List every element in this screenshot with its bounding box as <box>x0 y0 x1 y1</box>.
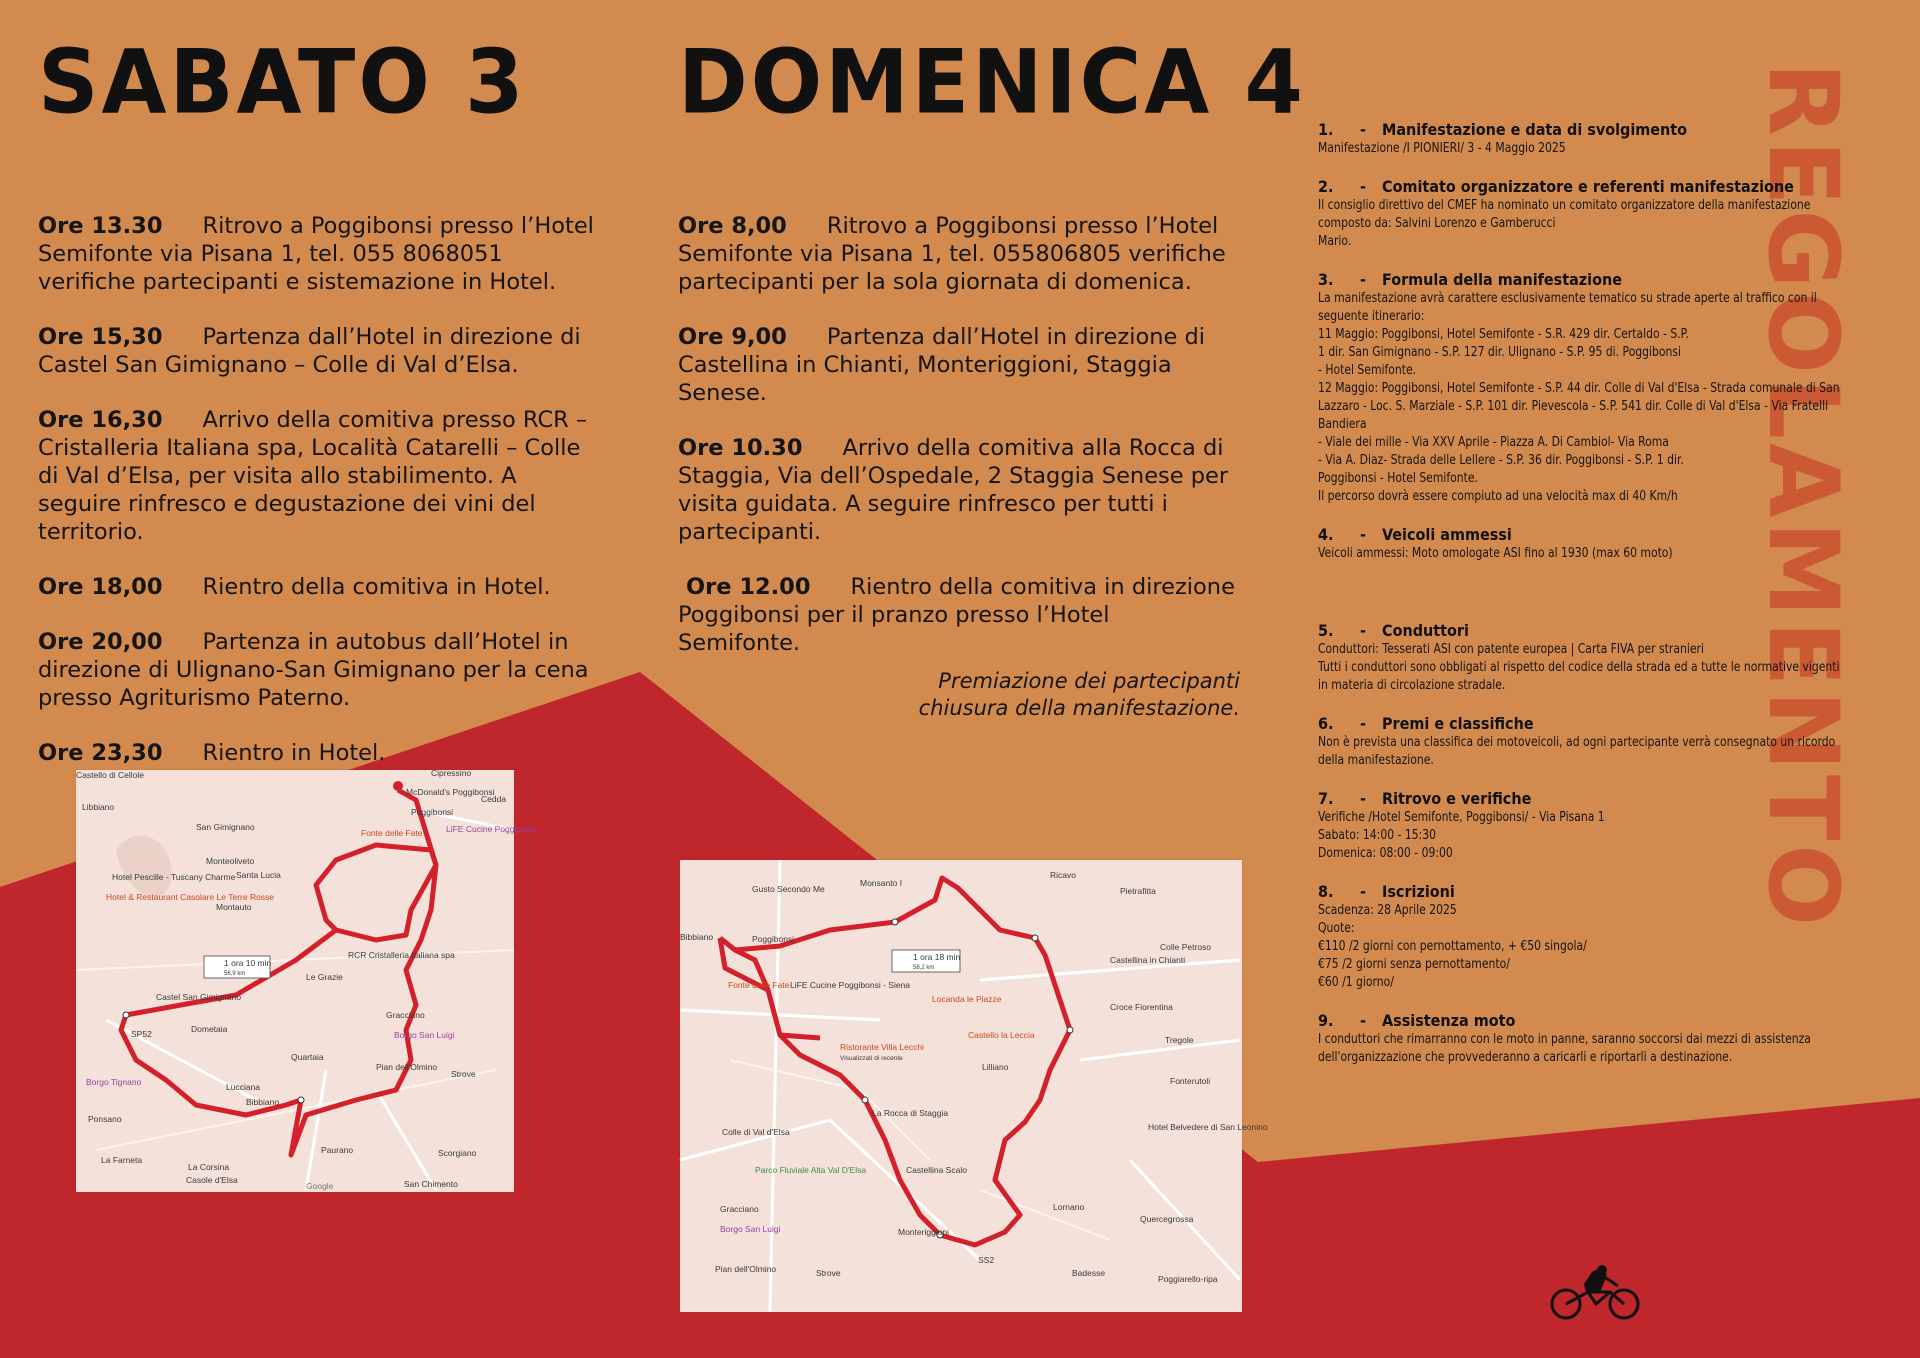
map-label: Paurano <box>321 1145 354 1155</box>
rule-line: Tutti i conduttori sono obbligati al rispetto del codice della strada ed a tutte le normative vigenti <box>1318 660 1840 675</box>
map-label: Parco Fluviale Alta Val D'Elsa <box>755 1165 867 1175</box>
rule-number: 8. <box>1318 882 1334 901</box>
map-label: Quercegrossa <box>1140 1214 1194 1224</box>
map-label: Hotel & Restaurant Casolare Le Terre Rosse <box>106 892 275 902</box>
saturday-event <box>38 323 598 379</box>
sunday-title: DOMENICA 4 <box>678 30 1307 134</box>
rule-line: €75 /2 giorni senza pernottamento/ <box>1318 957 1510 972</box>
rule-line: della manifestazione. <box>1318 753 1434 768</box>
map-label: Castellina in Chianti <box>1110 955 1186 965</box>
map-label: RCR Cristalleria Italiana spa <box>348 950 455 960</box>
event-text: Arrivo della comitiva presso RCR – Cristalleria Italiana spa, Località Catarelli – Colle di Val d’Elsa, per visita allo stabilimento. A seguire rinfresco e degustazione dei vini del territorio. <box>38 407 588 545</box>
saturday-map-canvas <box>76 768 537 1192</box>
rule-number: 1. <box>1318 120 1334 139</box>
map-label: Le Grazie <box>306 972 343 982</box>
map-label: La Corsina <box>188 1162 230 1172</box>
map-label: Castel San Gimignano <box>156 992 242 1002</box>
rule-item <box>1318 120 1878 158</box>
map-label: Pian dell'Olmino <box>715 1264 777 1274</box>
event-time: Ore 12.00 <box>686 574 811 600</box>
event-text: Partenza in autobus dall’Hotel in direzione di Ulignano-San Gimignano per la cena presso Agriturismo Paterno. <box>38 629 589 711</box>
rule-title: Conduttori <box>1382 621 1469 640</box>
sunday-event <box>678 323 1238 407</box>
map-label: Fonte delle Fate <box>361 828 423 838</box>
event-text: Rientro in Hotel. <box>202 740 386 766</box>
event-text: Ritrovo a Poggibonsi presso l’Hotel Semifonte via Pisana 1, tel. 055 8068051 verifiche partecipanti e sistemazione in Hotel. <box>38 213 594 295</box>
rule-item <box>1318 525 1878 563</box>
map-label: Pian dell'Olmino <box>376 1062 438 1072</box>
closing-line: chiusura della manifestazione. <box>918 696 1240 720</box>
map-label: Santa Lucia <box>236 870 281 880</box>
map-label: Casole d'Elsa <box>186 1175 238 1185</box>
saturday-event <box>38 628 598 712</box>
map-label: Visualizzati di recente <box>840 1055 903 1062</box>
map-label: Ricavo <box>1050 870 1076 880</box>
rule-title: Ritrovo e verifiche <box>1382 789 1532 808</box>
map-label: Monteriggioni <box>898 1227 950 1237</box>
rule-line: Non è prevista una classifica dei motoveicoli, ad ogni partecipante verrà consegnato un ricordo <box>1318 735 1836 750</box>
map-label: Castellina Scalo <box>906 1165 967 1175</box>
rule-title: Veicoli ammessi <box>1382 525 1512 544</box>
rule-item <box>1318 789 1878 863</box>
rule-item <box>1318 621 1878 695</box>
rule-item <box>1318 882 1878 992</box>
map-label: Gusto Secondo Me <box>752 884 825 894</box>
event-text: Ritrovo a Poggibonsi presso l’Hotel Semifonte via Pisana 1, tel. 055806805 verifiche partecipanti per la sola giornata di domenica. <box>678 213 1226 295</box>
map-label: La Farneta <box>101 1155 143 1165</box>
map-label: Ponsano <box>88 1114 122 1124</box>
sunday-map-canvas <box>680 860 1268 1312</box>
sunday-event <box>678 212 1238 296</box>
saturday-event <box>38 406 598 546</box>
rule-line: Il consiglio direttivo del CMEF ha nominato un comitato organizzatore della manifestazione <box>1318 198 1811 213</box>
rule-line: - Hotel Semifonte. <box>1318 363 1417 378</box>
rule-title: Iscrizioni <box>1382 882 1455 901</box>
rule-number: 2. <box>1318 177 1334 196</box>
rule-line: Poggibonsi - Hotel Semifonte. <box>1318 471 1478 486</box>
rule-line: I conduttori che rimarranno con le moto in panne, saranno soccorsi dai mezzi di assistenza <box>1318 1032 1811 1047</box>
map-label: Tregole <box>1165 1035 1194 1045</box>
rule-item <box>1318 1011 1878 1067</box>
map-label: Borgo San Luigi <box>720 1224 781 1234</box>
rule-line: Quote: <box>1318 921 1355 936</box>
rule-line: €110 /2 giorni con pernottamento, + €50 singola/ <box>1318 939 1587 954</box>
rule-dash: - <box>1360 714 1366 733</box>
map-label: Bibbiano <box>246 1097 280 1107</box>
map-label: SS2 <box>978 1255 995 1265</box>
saturday-event <box>38 212 598 296</box>
sunday-route-map[interactable] <box>680 860 1268 1312</box>
saturday-title: SABATO 3 <box>38 30 527 134</box>
map-label: Scorgiano <box>438 1148 477 1158</box>
map-label: Locanda le Piazze <box>932 994 1002 1004</box>
rule-line: 12 Maggio: Poggibonsi, Hotel Semifonte - S.P. 44 dir. Colle di Val d'Elsa - Strada comunale di San <box>1318 381 1840 396</box>
rule-title: Comitato organizzatore e referenti manifestazione <box>1382 177 1794 196</box>
event-text: Rientro della comitiva in direzione Poggibonsi per il pranzo presso l’Hotel Semifonte. <box>678 574 1235 656</box>
rule-dash: - <box>1360 882 1366 901</box>
saturday-event <box>38 573 598 601</box>
event-time: Ore 8,00 <box>678 213 787 239</box>
map-label: Hotel Pescille - Tuscany Charme <box>112 872 236 882</box>
rule-line: - Viale dei mille - Via XXV Aprile - Piazza A. Di Cambiol- Via Roma <box>1318 435 1669 450</box>
rule-number: 6. <box>1318 714 1334 733</box>
event-time: Ore 18,00 <box>38 574 163 600</box>
rule-dash: - <box>1360 120 1366 139</box>
motorcycle-rider-icon <box>1548 1262 1644 1322</box>
rule-dash: - <box>1360 621 1366 640</box>
map-label: Montauto <box>216 902 252 912</box>
rule-line: Veicoli ammessi: Moto omologate ASI fino al 1930 (max 60 moto) <box>1318 546 1673 561</box>
closing-note <box>840 668 1240 722</box>
rule-dash: - <box>1360 525 1366 544</box>
rule-title: Manifestazione e data di svolgimento <box>1382 120 1688 139</box>
saturday-route-time: 1 ora 10 min <box>224 958 272 968</box>
map-label: Gracciano <box>720 1204 759 1214</box>
map-label: Google <box>306 1181 334 1191</box>
rule-line: Lazzaro - Loc. S. Marziale - S.P. 101 dir. Pievescola - S.P. 541 dir. Colle di Val d'Elsa - Via Fratelli <box>1318 399 1829 414</box>
map-label: Badesse <box>1072 1268 1106 1278</box>
rule-line: dell'organizzazione che provvederanno a caricarli e riportarli a destinazione. <box>1318 1050 1733 1065</box>
map-label: Poggibonsi <box>411 807 454 817</box>
rule-line: composto da: Salvini Lorenzo e Gamberucci <box>1318 216 1556 231</box>
map-label: Monteoliveto <box>206 856 255 866</box>
saturday-event <box>38 739 598 767</box>
map-label: Borgo San Luigi <box>394 1030 455 1040</box>
regulations-list <box>1318 120 1878 1086</box>
saturday-route-map[interactable] <box>76 768 537 1192</box>
rule-line: seguente itinerario: <box>1318 309 1425 324</box>
rule-line: Mario. <box>1318 234 1352 249</box>
map-label: Pietrafitta <box>1120 886 1156 896</box>
event-time: Ore 15,30 <box>38 324 163 350</box>
rule-line: La manifestazione avrà carattere esclusivamente tematico su strade aperte al traffico con il <box>1318 291 1817 306</box>
rule-dash: - <box>1360 270 1366 289</box>
rule-item <box>1318 270 1878 506</box>
rule-line: €60 /1 giorno/ <box>1318 975 1394 990</box>
event-time: Ore 9,00 <box>678 324 787 350</box>
map-label: Colle di Val d'Elsa <box>722 1127 790 1137</box>
event-text: Partenza dall’Hotel in direzione di Castellina in Chianti, Monteriggioni, Staggia Senese. <box>678 324 1206 406</box>
map-label: LiFE Cucine Poggibonsi - Siena <box>790 980 911 990</box>
map-label: Strove <box>816 1268 841 1278</box>
map-label: Colle Petroso <box>1160 942 1212 952</box>
saturday-schedule <box>38 212 598 794</box>
event-text: Arrivo della comitiva alla Rocca di Staggia, Via dell’Ospedale, 2 Staggia Senese per visita guidata. A seguire rinfresco per tutti i partecipanti. <box>678 435 1229 545</box>
map-label: Cedda <box>481 794 507 804</box>
rule-number: 4. <box>1318 525 1334 544</box>
rule-number: 5. <box>1318 621 1334 640</box>
event-text: Rientro della comitiva in Hotel. <box>202 574 551 600</box>
map-label: Castello di Cellole <box>76 770 145 780</box>
rule-number: 3. <box>1318 270 1334 289</box>
map-label: Strove <box>451 1069 476 1079</box>
map-label: Lornano <box>1053 1202 1085 1212</box>
map-label: San Chimento <box>404 1179 458 1189</box>
rule-dash: - <box>1360 177 1366 196</box>
map-label: Monsanto I <box>860 878 903 888</box>
rule-line: Il percorso dovrà essere compiuto ad una velocità max di 40 Km/h <box>1318 489 1678 504</box>
event-text: Partenza dall’Hotel in direzione di Castel San Gimignano – Colle di Val d’Elsa. <box>38 324 581 378</box>
map-label: Lilliano <box>982 1062 1009 1072</box>
map-label: La Rocca di Staggia <box>872 1108 949 1118</box>
rule-title: Premi e classifiche <box>1382 714 1534 733</box>
rule-number: 9. <box>1318 1011 1334 1030</box>
rule-title: Assistenza moto <box>1382 1011 1516 1030</box>
map-label: LiFE Cucine Poggibonsi <box>446 824 537 834</box>
rule-line: Bandiera <box>1318 417 1367 432</box>
rule-line: Sabato: 14:00 - 15:30 <box>1318 828 1437 843</box>
sunday-route-time: 1 ora 18 min <box>913 952 961 962</box>
map-label: Ristorante Villa Lecchi <box>840 1042 924 1052</box>
rule-line: Domenica: 08:00 - 09:00 <box>1318 846 1453 861</box>
map-label: Poggiarello-ripa <box>1158 1274 1218 1284</box>
event-time: Ore 23,30 <box>38 740 163 766</box>
rule-dash: - <box>1360 1011 1366 1030</box>
map-label: Cipressino <box>431 768 472 778</box>
map-label: Hotel Belvedere di San Leonino <box>1148 1122 1268 1132</box>
event-time: Ore 16,30 <box>38 407 163 433</box>
map-label: Lucciana <box>226 1082 261 1092</box>
rule-line: 11 Maggio: Poggibonsi, Hotel Semifonte - S.R. 429 dir. Certaldo - S.P. <box>1318 327 1689 342</box>
map-label: SP52 <box>131 1029 152 1039</box>
map-label: Dometaia <box>191 1024 228 1034</box>
rule-number: 7. <box>1318 789 1334 808</box>
map-label: Castello la Leccia <box>968 1030 1035 1040</box>
map-label: Gracciano <box>386 1010 425 1020</box>
map-label: Croce Fiorentina <box>1110 1002 1173 1012</box>
rule-item <box>1318 177 1878 251</box>
regolamento-title: REGOLAMENTO <box>1747 62 1859 930</box>
rule-line: 1 dir. San Gimignano - S.P. 127 dir. Ulignano - S.P. 95 di. Poggibonsi <box>1318 345 1682 360</box>
rule-line: Scadenza: 28 Aprile 2025 <box>1318 903 1457 918</box>
map-label: Borgo Tignano <box>86 1077 142 1087</box>
rule-title: Formula della manifestazione <box>1382 270 1623 289</box>
sunday-event <box>678 573 1238 657</box>
sunday-schedule <box>678 212 1238 684</box>
rule-line: - Via A. Diaz- Strada delle Lellere - S.P. 36 dir. Poggibonsi - S.P. 1 dir. <box>1318 453 1684 468</box>
map-label: Bibbiano <box>680 932 714 942</box>
sunday-route-distance: 58,2 km <box>913 965 935 971</box>
event-time: Ore 10.30 <box>678 435 803 461</box>
map-label: Fonterutoli <box>1170 1076 1211 1086</box>
rule-line: Conduttori: Tesserati ASI con patente europea | Carta FIVA per stranieri <box>1318 642 1704 657</box>
map-label: Poggibonsi <box>752 934 795 944</box>
map-label: McDonald's Poggibonsi <box>406 787 495 797</box>
map-label: Quartaia <box>291 1052 324 1062</box>
map-label: San Gimignano <box>196 822 255 832</box>
map-label: Libbiano <box>82 802 115 812</box>
event-time: Ore 13.30 <box>38 213 163 239</box>
rule-line: in materia di circolazione stradale. <box>1318 678 1506 693</box>
rule-line: Verifiche /Hotel Semifonte, Poggibonsi/ - Via Pisana 1 <box>1318 810 1605 825</box>
saturday-route-distance: 56,9 km <box>224 971 246 977</box>
map-label: Fonte delle Fate <box>728 980 790 990</box>
rule-item <box>1318 714 1878 770</box>
rule-line: Manifestazione /I PIONIERI/ 3 - 4 Maggio 2025 <box>1318 141 1566 156</box>
rule-dash: - <box>1360 789 1366 808</box>
event-time: Ore 20,00 <box>38 629 163 655</box>
sunday-event <box>678 434 1238 546</box>
closing-line: Premiazione dei partecipanti <box>938 669 1240 693</box>
